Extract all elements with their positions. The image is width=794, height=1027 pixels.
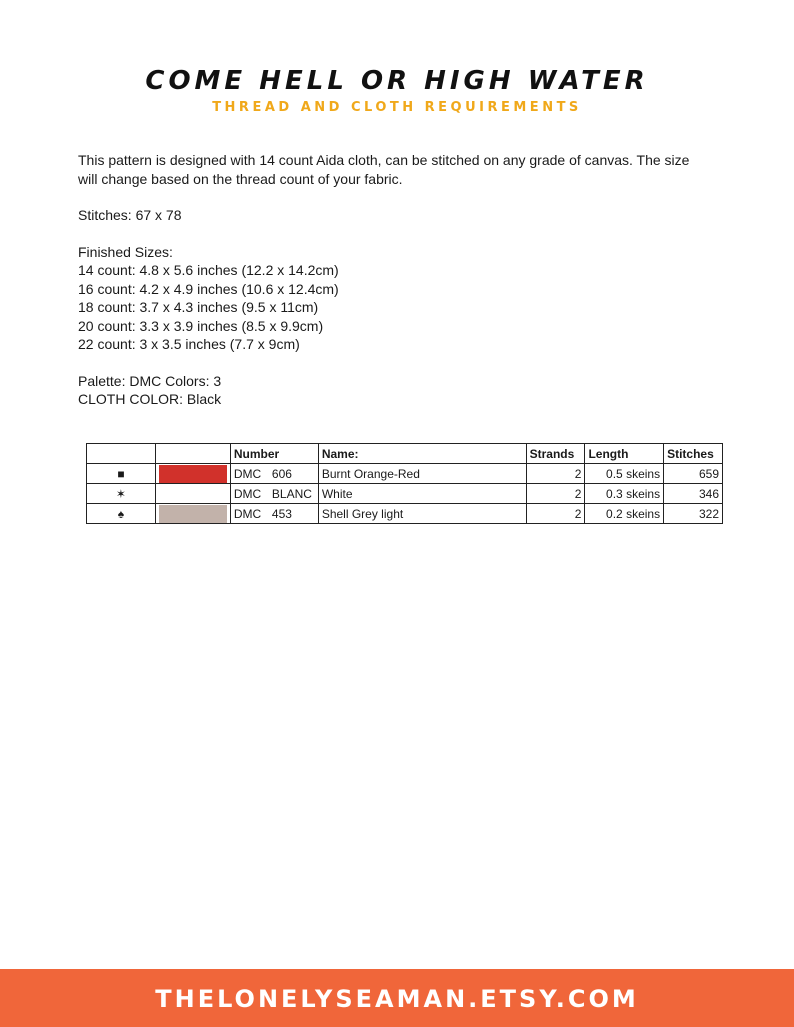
shop-url[interactable]: THELONELYSEAMAN.ETSY.COM (155, 985, 639, 1013)
intro-line-1: This pattern is designed with 14 count Aida cloth, can be stitched on any grade of canvas. The size (78, 152, 690, 168)
thread-strands: 2 (526, 484, 585, 504)
cloth-color-info: CLOTH COLOR: Black (78, 391, 222, 407)
thread-table (86, 443, 723, 524)
finished-size-item: 18 count: 3.7 x 4.3 inches (9.5 x 11cm) (78, 299, 319, 315)
color-swatch (159, 485, 227, 503)
thread-number (230, 464, 318, 484)
header-symbol (87, 444, 156, 464)
finished-size-item: 16 count: 4.2 x 4.9 inches (10.6 x 12.4cm) (78, 280, 339, 297)
thread-brand: DMC (233, 506, 262, 521)
spade-symbol-icon: ♠ (87, 504, 156, 524)
header-stitches: Stitches (664, 444, 723, 464)
header-strands: Strands (526, 444, 585, 464)
thread-code: 453 (271, 506, 292, 521)
star-symbol-icon: ✶ (87, 484, 156, 504)
finished-size-item: 22 count: 3 x 3.5 inches (7.7 x 9cm) (78, 336, 300, 352)
thread-name: Burnt Orange-Red (318, 464, 526, 484)
thread-code: BLANC (271, 486, 312, 501)
header-name: Name: (318, 444, 526, 464)
table-row (87, 464, 723, 484)
thread-strands: 2 (526, 504, 585, 524)
table-header-row (87, 444, 723, 464)
finished-size-item: 20 count: 3.3 x 3.9 inches (8.5 x 9.9cm) (78, 317, 324, 334)
color-swatch-cell (155, 484, 230, 504)
finished-size-item: 14 count: 4.8 x 5.6 inches (12.2 x 14.2cm) (78, 262, 339, 278)
thread-stitches: 659 (664, 464, 723, 484)
requirements-text (78, 151, 728, 409)
thread-number (230, 504, 318, 524)
thread-stitches: 346 (664, 484, 723, 504)
header-length: Length (585, 444, 664, 464)
thread-length: 0.2 skeins (585, 504, 664, 524)
color-swatch-cell (155, 464, 230, 484)
header-number: Number (230, 444, 318, 464)
finished-sizes-heading: Finished Sizes: (78, 243, 173, 260)
color-swatch (159, 465, 227, 483)
thread-number (230, 484, 318, 504)
table-row (87, 504, 723, 524)
header-color (155, 444, 230, 464)
thread-length: 0.5 skeins (585, 464, 664, 484)
color-swatch (159, 505, 227, 523)
page-subtitle: THREAD AND CLOTH REQUIREMENTS (212, 100, 582, 115)
thread-code: 606 (271, 466, 292, 481)
intro-line-2: will change based on the thread count of your fabric. (78, 170, 403, 187)
color-swatch-cell (155, 504, 230, 524)
footer-banner (0, 969, 794, 1027)
square-symbol-icon: ■ (87, 464, 156, 484)
palette-info: Palette: DMC Colors: 3 (78, 372, 222, 389)
table-row (87, 484, 723, 504)
thread-length: 0.3 skeins (585, 484, 664, 504)
thread-brand: DMC (233, 486, 262, 501)
stitch-count: Stitches: 67 x 78 (78, 207, 182, 223)
page-title: COME HELL OR HIGH WATER (145, 66, 649, 96)
thread-strands: 2 (526, 464, 585, 484)
thread-stitches: 322 (664, 504, 723, 524)
thread-name: Shell Grey light (318, 504, 526, 524)
thread-name: White (318, 484, 526, 504)
thread-brand: DMC (233, 466, 262, 481)
